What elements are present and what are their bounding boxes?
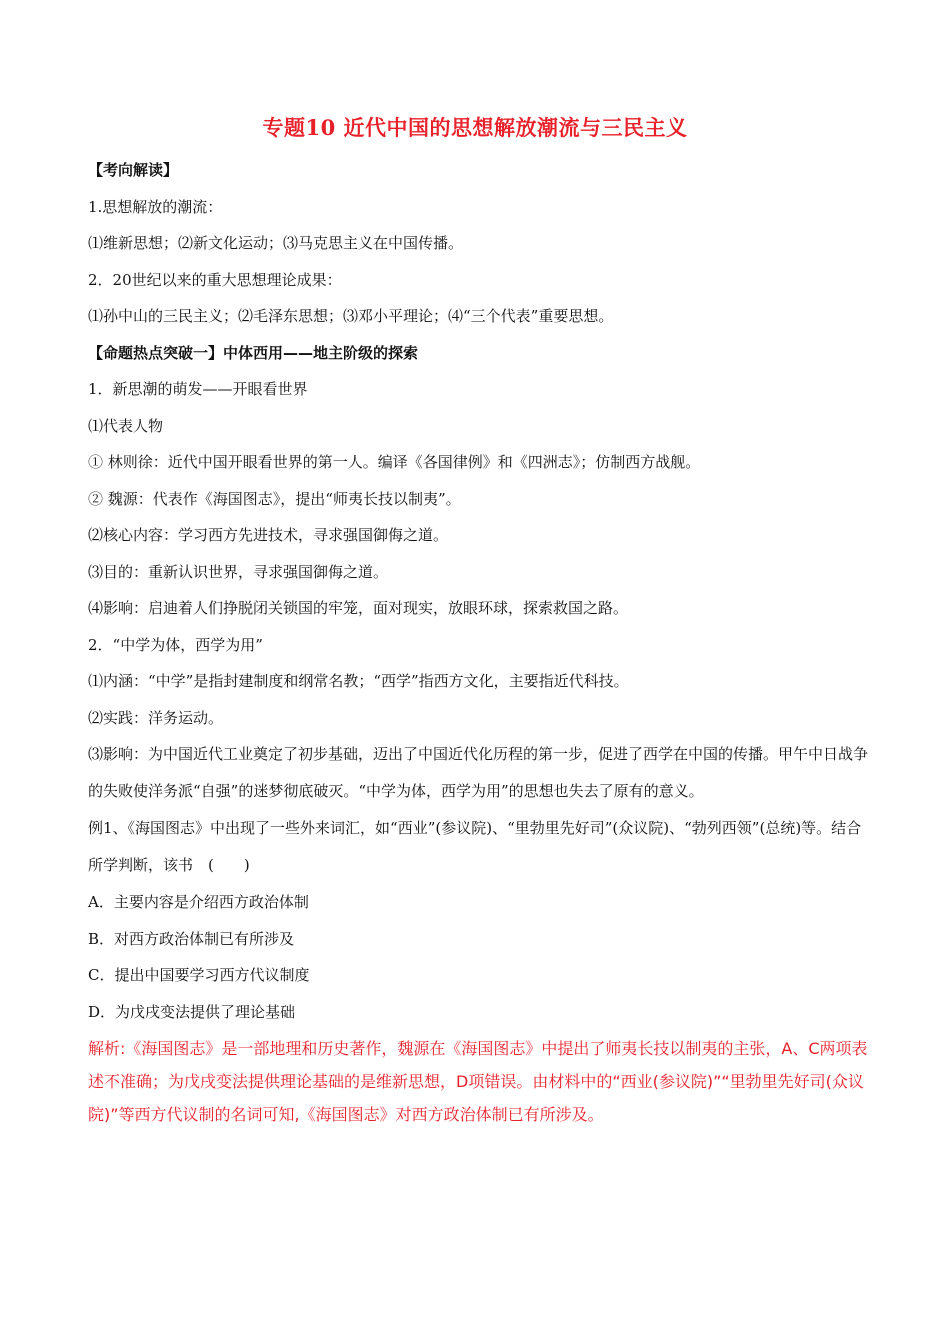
option-d: D．为戊戌变法提供了理论基础 bbox=[88, 1002, 296, 1021]
paragraph: ⑵实践：洋务运动。 bbox=[88, 708, 224, 727]
paragraph: ⑷影响：启迪着人们挣脱闭关锁国的牢笼，面对现实，放眼环球，探索救国之路。 bbox=[88, 599, 629, 617]
section-heading-hot-topic: 【命题热点突破一】中体西用——地主阶级的探索 bbox=[88, 343, 419, 362]
paragraph: ⑴维新思想；⑵新文化运动；⑶马克思主义在中国传播。 bbox=[88, 234, 464, 252]
option-c: C．提出中国要学习西方代议制度 bbox=[88, 966, 310, 984]
section-heading-intro: 【考向解读】 bbox=[88, 161, 179, 179]
paragraph: 1．新思潮的萌发——开眼看世界 bbox=[88, 380, 308, 398]
paragraph: ⑴代表人物 bbox=[88, 416, 164, 435]
paragraph: 2．20世纪以来的重大思想理论成果： bbox=[88, 270, 342, 289]
example-question: 例1、《海国图志》中出现了一些外来词汇，如“西业”(参议院)、“里勃里先好司”(众议院)、“勃列西领”(总统)等。结合所学判断，该书 ( ) bbox=[88, 819, 862, 874]
paragraph: ⑴内涵：“中学”是指封建制度和纲常名教；“西学”指西方文化，主要指近代科技。 bbox=[88, 672, 629, 690]
document-body bbox=[88, 152, 868, 1131]
paragraph: 1.思想解放的潮流： bbox=[88, 197, 223, 216]
paragraph: ⑴孙中山的三民主义；⑵毛泽东思想；⑶邓小平理论；⑷“三个代表”重要思想。 bbox=[88, 307, 614, 325]
paragraph: ① 林则徐：近代中国开眼看世界的第一人。编译《各国律例》和《四洲志》；仿制西方战舰。 bbox=[88, 453, 701, 471]
paragraph: ⑶目的：重新认识世界，寻求强国御侮之道。 bbox=[88, 562, 389, 581]
paragraph: ⑶影响：为中国近代工业奠定了初步基础，迈出了中国近代化历程的第一步，促进了西学在中国的传播。甲午中日战争的失败使洋务派“自强”的迷梦彻底破灭。“中学为体，西学为用”的思想也失去了原有的意义。 bbox=[88, 745, 869, 800]
page-title: 专题10 近代中国的思想解放潮流与三民主义 bbox=[262, 115, 688, 140]
paragraph: ② 魏源：代表作《海国图志》，提出“师夷长技以制夷”。 bbox=[88, 489, 461, 508]
option-b: B．对西方政治体制已有所涉及 bbox=[88, 929, 295, 948]
option-a: A．主要内容是介绍西方政治体制 bbox=[88, 893, 309, 911]
paragraph: 2．“中学为体，西学为用” bbox=[88, 635, 263, 654]
paragraph: ⑵核心内容：学习西方先进技术，寻求强国御侮之道。 bbox=[88, 526, 449, 544]
answer-analysis: 解析:《海国图志》是一部地理和历史著作，魏源在《海国图志》中提出了师夷长技以制夷的主张，A、C两项表述不准确；为戊戌变法提供理论基础的是维新思想，D项错误。由材料中的“西业(参议院)”“里勃里先好司(众议院)”等西方代议制的名词可知,《海国图志》对西方政治体制已有所涉及。 bbox=[88, 1039, 868, 1124]
